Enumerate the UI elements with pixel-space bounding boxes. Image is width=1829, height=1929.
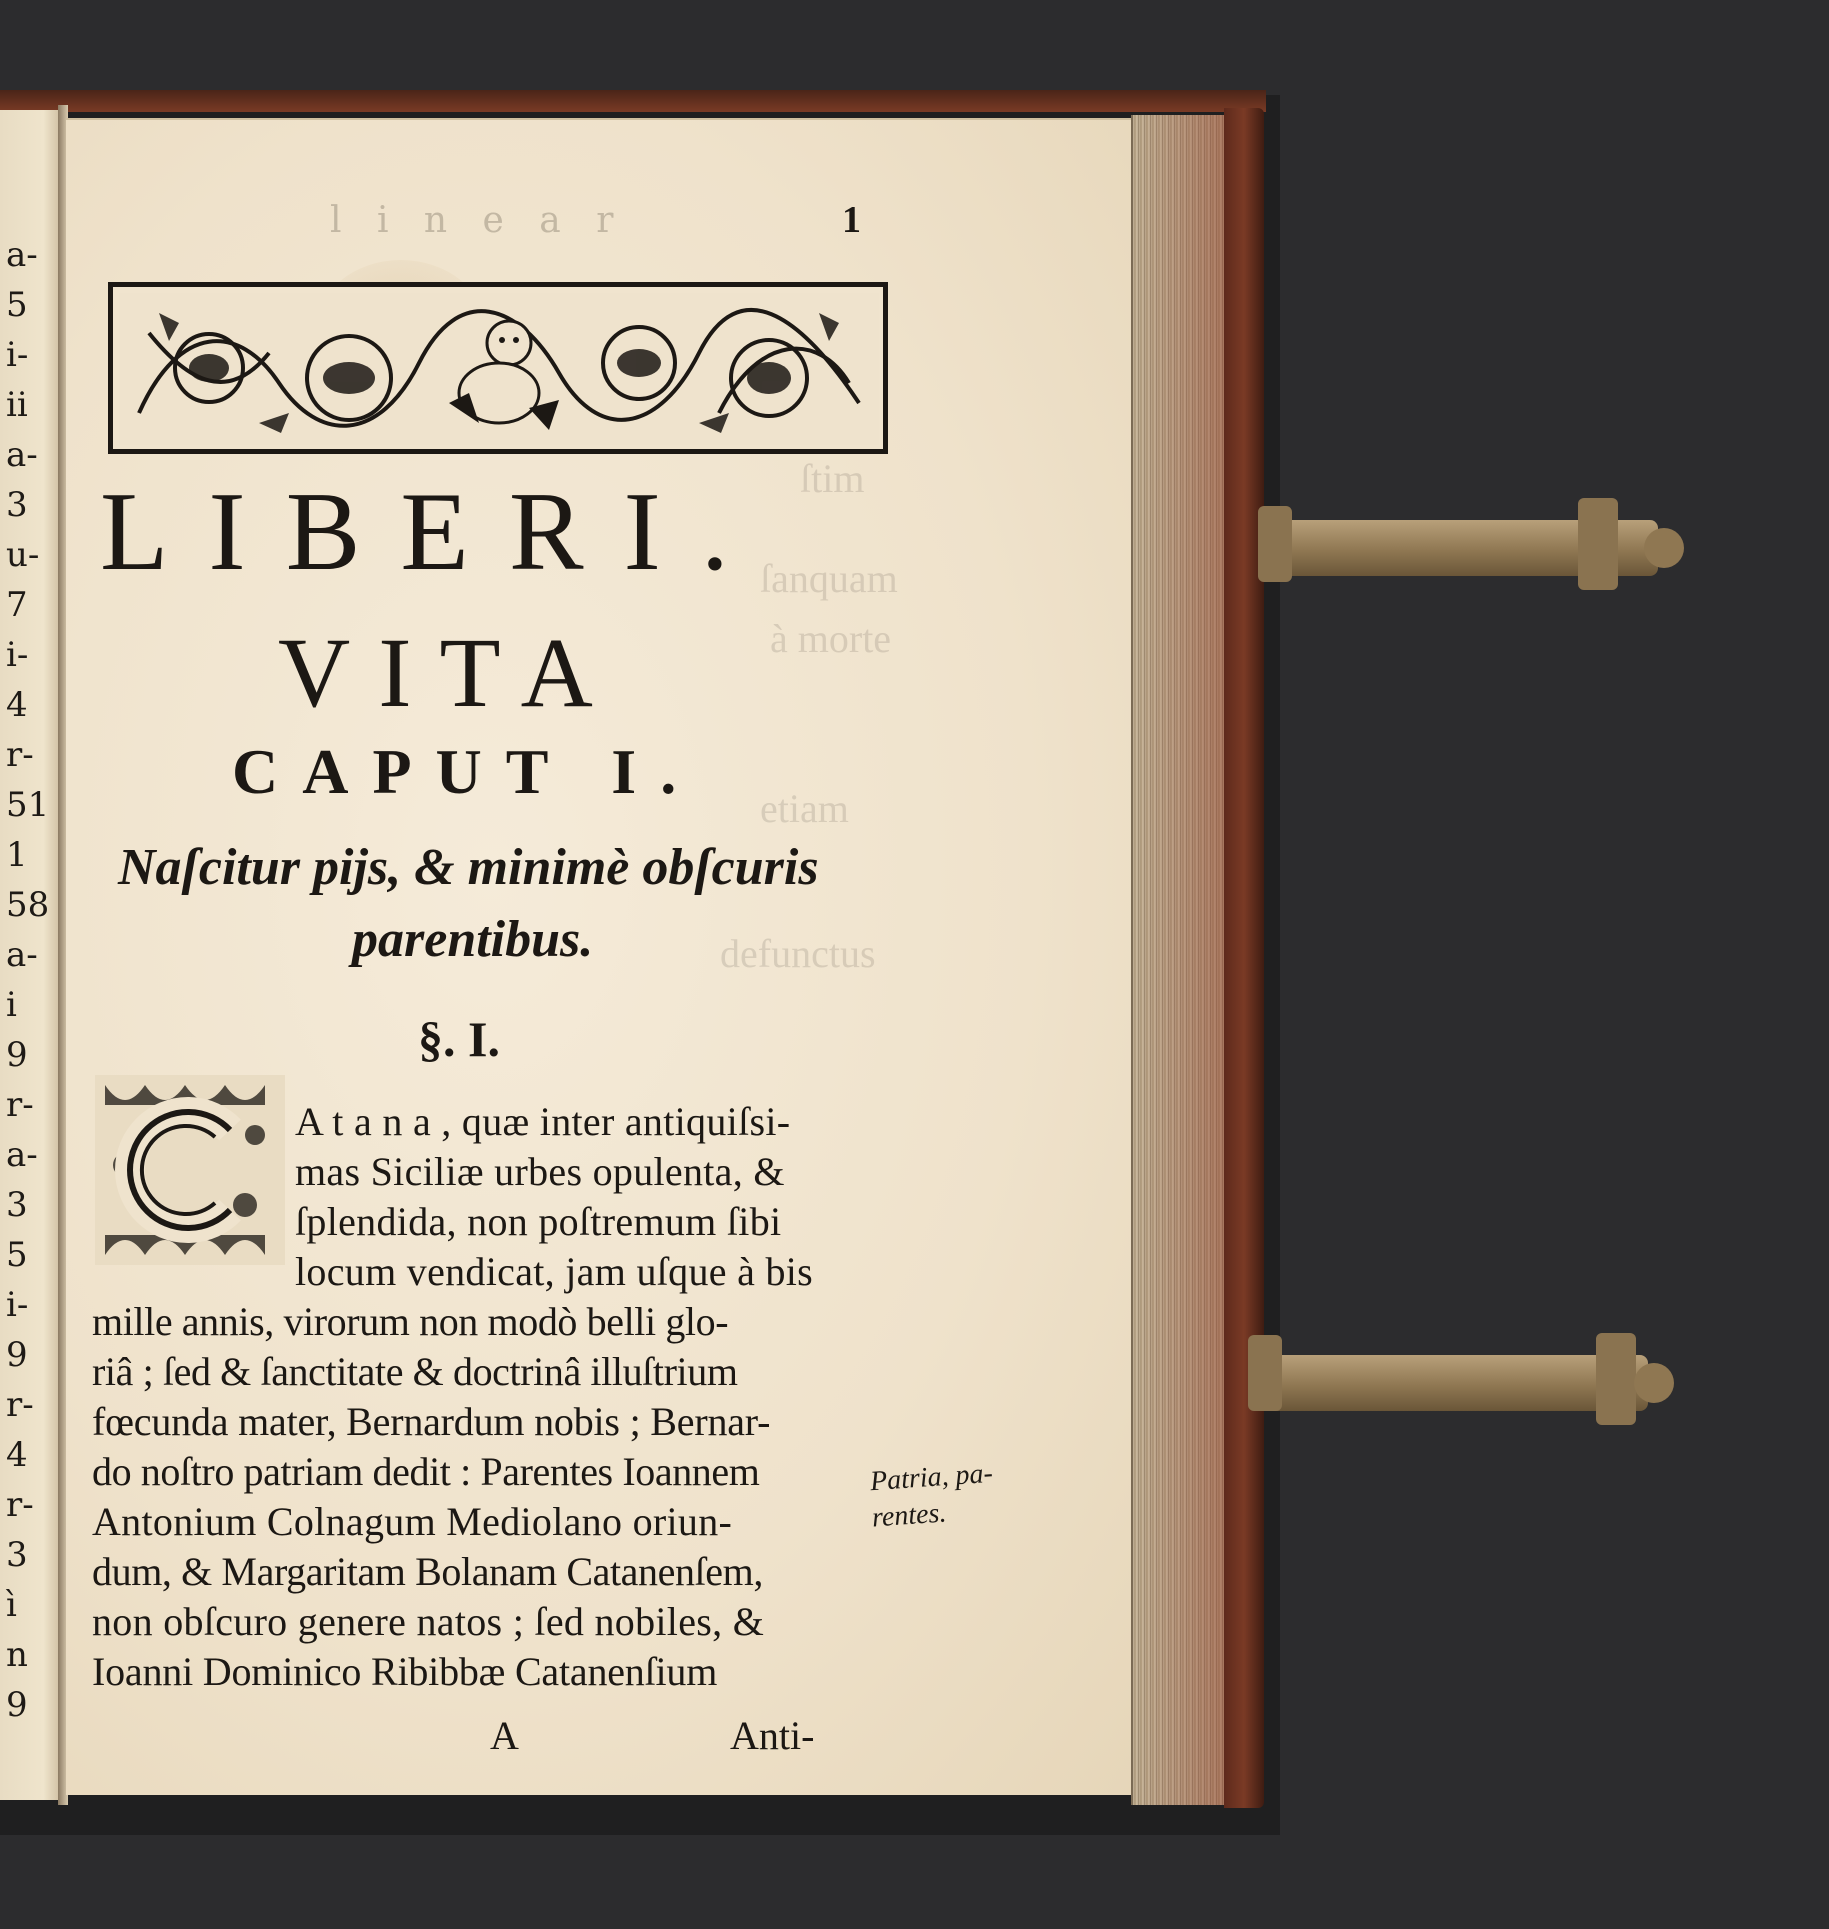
previous-page: [0, 110, 62, 1800]
body-line: mille annis, virorum non modò belli glo-: [92, 1299, 729, 1344]
body-line: ſplendida, non poſtremum ſibi: [295, 1199, 782, 1244]
body-line: Antonium Colnagum Mediolano oriun-: [92, 1499, 733, 1544]
previous-page-fragment: 9: [6, 1335, 28, 1375]
body-line: Ioanni Dominico Ribibbæ Catanenſium: [92, 1649, 718, 1694]
previous-page-fragment: 7: [6, 585, 28, 625]
body-line: locum vendicat, jam uſque à bis: [295, 1249, 814, 1294]
chapter-summary-line: Naſcitur pijs, & minimè obſcuris: [118, 839, 819, 896]
cover-edge: [1224, 108, 1264, 1808]
previous-page-fragment: 1: [6, 835, 28, 875]
margin-note: Patria, pa-: [869, 1457, 994, 1498]
previous-page-fragment: a-: [6, 235, 38, 275]
body-line: fœcunda mater, Bernardum nobis ; Bernar-: [92, 1399, 771, 1444]
previous-page-fragment: a-: [6, 935, 38, 975]
previous-page-fragment: r-: [6, 1485, 34, 1525]
previous-page-fragment: 5: [6, 1235, 28, 1275]
previous-page-fragment: ì: [6, 1585, 17, 1625]
page-number: 1: [842, 199, 861, 241]
part-title: VITA: [278, 617, 621, 728]
previous-page-fragment: 9: [6, 1685, 28, 1725]
previous-page-fragment: a-: [6, 1135, 38, 1175]
signature-mark: A: [490, 1713, 519, 1758]
previous-page-fragment: ii: [6, 385, 28, 425]
previous-page-fragment: 4: [6, 1435, 28, 1475]
body-line: non obſcuro genere natos ; ſed nobiles, &: [92, 1599, 765, 1644]
previous-page-fragment: 4: [6, 685, 28, 725]
previous-page-fragment: 9: [6, 1035, 28, 1075]
previous-page-fragment: 3: [6, 485, 28, 525]
previous-page-fragment: 58: [6, 885, 50, 925]
body-line: dum, & Margaritam Bolanam Catanenſem,: [92, 1549, 763, 1594]
upper-clasp: [1258, 520, 1658, 576]
body-line: mas Siciliæ urbes opulenta, &: [295, 1149, 785, 1194]
running-head: l i n e a r: [330, 200, 626, 241]
page-edges: [1131, 115, 1228, 1805]
previous-page-fragment: i-: [6, 1285, 29, 1325]
chapter-summary-line: parentibus.: [352, 911, 594, 968]
previous-page-fragment: 51: [6, 785, 50, 825]
previous-page-fragment: r-: [6, 1385, 34, 1425]
previous-page-fragment: 3: [6, 1185, 28, 1225]
floral-cherub-headpiece-icon: [108, 282, 888, 454]
previous-page-fragment: i-: [6, 335, 29, 375]
previous-page-fragment: i: [6, 985, 17, 1025]
chapter-heading: CAPUT I.: [232, 736, 701, 807]
catchword: Anti-: [730, 1713, 815, 1758]
body-line: riâ ; ſed & ſanctitate & doctrinâ illuſtrium: [92, 1349, 738, 1394]
lower-clasp: [1248, 1355, 1648, 1411]
margin-note: rentes.: [870, 1497, 948, 1534]
body-line: do noſtro patriam dedit : Parentes Ioannem: [92, 1449, 760, 1494]
previous-page-fragment: a-: [6, 435, 38, 475]
previous-page-fragment: r-: [6, 1085, 34, 1125]
previous-page-fragment: 5: [6, 285, 28, 325]
decorated-initial-c-icon: [95, 1075, 285, 1265]
previous-page-fragment: 3: [6, 1535, 28, 1575]
previous-page-fragment: u-: [6, 535, 40, 575]
previous-page-fragment: r-: [6, 735, 34, 775]
previous-page-fragment: i-: [6, 635, 29, 675]
previous-page-fragment: n: [6, 1635, 28, 1675]
section-mark: §. I.: [418, 1011, 500, 1067]
book-title: LIBERI.: [100, 470, 769, 594]
cover-top-edge: [0, 90, 1266, 112]
body-line: A t a n a , quæ inter antiquiſsi-: [295, 1099, 791, 1144]
